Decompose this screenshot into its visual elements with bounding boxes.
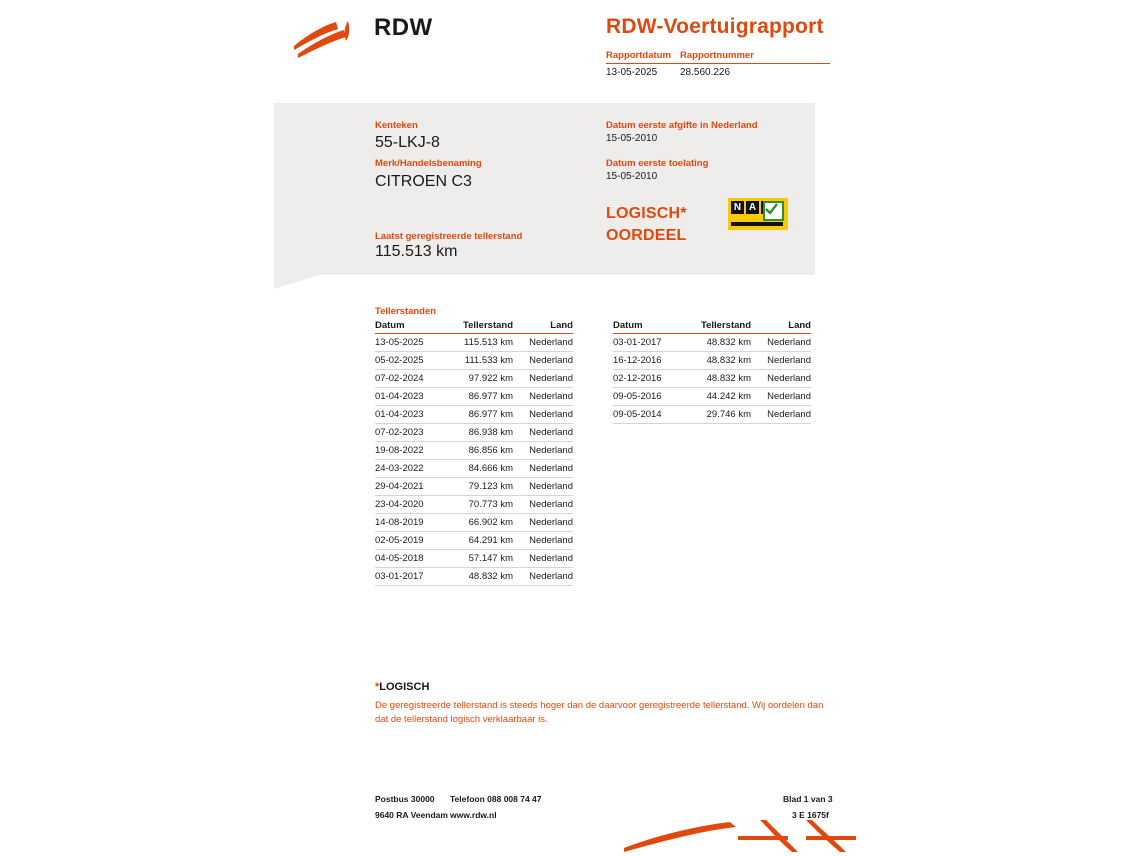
check-icon <box>763 201 784 221</box>
cell-date: 01-04-2023 <box>375 406 451 424</box>
cell-country: Nederland <box>513 388 573 406</box>
cell-country: Nederland <box>751 370 811 388</box>
cell-date: 07-02-2024 <box>375 370 451 388</box>
cell-odometer: 111.533 km <box>451 352 513 370</box>
table-row <box>375 478 573 496</box>
cell-country: Nederland <box>513 532 573 550</box>
footnote-title <box>375 681 429 693</box>
cell-odometer: 86.977 km <box>451 388 513 406</box>
odometer-table-right <box>613 320 811 424</box>
column-header-country: Land <box>751 320 811 334</box>
table-row <box>613 334 811 352</box>
footer-watermark-logo-icon <box>620 818 870 856</box>
column-header-odometer: Tellerstand <box>689 320 751 334</box>
first-admission-label: Datum eerste toelating <box>606 158 709 169</box>
table-row <box>375 370 573 388</box>
cell-date: 23-04-2020 <box>375 496 451 514</box>
nap-letter-a: A <box>746 201 759 214</box>
table-row <box>375 352 573 370</box>
footnote-title-text: LOGISCH <box>379 681 430 693</box>
table-row <box>375 442 573 460</box>
cell-date: 09-05-2016 <box>613 388 689 406</box>
cell-date: 01-04-2023 <box>375 388 451 406</box>
table-row <box>613 370 811 388</box>
cell-odometer: 57.147 km <box>451 550 513 568</box>
table-row <box>375 532 573 550</box>
table-row <box>375 514 573 532</box>
brand-name: RDW <box>374 14 433 41</box>
cell-date: 14-08-2019 <box>375 514 451 532</box>
cell-country: Nederland <box>751 406 811 424</box>
plate-label: Kenteken <box>375 120 418 131</box>
cell-country: Nederland <box>513 550 573 568</box>
judgement-line-1: LOGISCH* <box>606 205 687 222</box>
column-header-date: Datum <box>375 320 451 334</box>
nap-letter-n: N <box>731 201 744 214</box>
judgement-line-2: OORDEEL <box>606 227 687 244</box>
table-row <box>375 550 573 568</box>
cell-date: 16-12-2016 <box>613 352 689 370</box>
footer-po-box: Postbus 30000 <box>375 794 435 804</box>
odometer-table-title: Tellerstanden <box>375 306 437 317</box>
report-number-value: 28.560.226 <box>680 67 731 78</box>
cell-date: 04-05-2018 <box>375 550 451 568</box>
table-row <box>613 352 811 370</box>
cell-odometer: 29.746 km <box>689 406 751 424</box>
nap-bar-decoration <box>731 222 783 226</box>
cell-odometer: 66.902 km <box>451 514 513 532</box>
cell-country: Nederland <box>513 442 573 460</box>
cell-date: 24-03-2022 <box>375 460 451 478</box>
cell-date: 02-05-2019 <box>375 532 451 550</box>
cell-odometer: 64.291 km <box>451 532 513 550</box>
table-header-row <box>375 320 573 334</box>
report-meta <box>606 50 906 78</box>
cell-date: 29-04-2021 <box>375 478 451 496</box>
document-header <box>0 0 1141 90</box>
make-value: CITROEN C3 <box>375 173 472 190</box>
cell-date: 19-08-2022 <box>375 442 451 460</box>
column-header-odometer: Tellerstand <box>451 320 513 334</box>
cell-odometer: 48.832 km <box>451 568 513 586</box>
footnote-body: De geregistreerde tellerstand is steeds hoger dan de daarvoor geregistreerde tellerstand. Wij oordelen dan dat de tellerstand logisch verklaarbaar is. <box>375 700 824 725</box>
cell-country: Nederland <box>513 496 573 514</box>
table-row <box>375 568 573 586</box>
nap-badge-icon <box>728 198 788 230</box>
first-issue-label: Datum eerste afgifte in Nederland <box>606 120 758 131</box>
page-title: RDW-Voertuigrapport <box>606 15 824 38</box>
cell-odometer: 44.242 km <box>689 388 751 406</box>
cell-country: Nederland <box>513 478 573 496</box>
table-header-row <box>613 320 811 334</box>
cell-country: Nederland <box>751 352 811 370</box>
report-number-label: Rapportnummer <box>680 50 830 64</box>
table-row <box>375 424 573 442</box>
cell-country: Nederland <box>751 334 811 352</box>
last-odometer-value: 115.513 km <box>375 243 458 260</box>
cell-odometer: 48.832 km <box>689 352 751 370</box>
footnote-asterisk: * <box>375 681 380 693</box>
cell-odometer: 86.977 km <box>451 406 513 424</box>
plate-value: 55-LKJ-8 <box>375 134 440 151</box>
cell-country: Nederland <box>513 568 573 586</box>
cell-country: Nederland <box>513 514 573 532</box>
footer-city: 9640 RA Veendam <box>375 810 448 820</box>
last-odometer-label: Laatst geregistreerde tellerstand <box>375 231 523 242</box>
table-row <box>375 406 573 424</box>
footer-phone: Telefoon 088 008 74 47 <box>450 794 542 804</box>
odometer-right-body <box>613 334 811 424</box>
cell-date: 07-02-2023 <box>375 424 451 442</box>
first-issue-value: 15-05-2010 <box>606 133 658 144</box>
cell-odometer: 115.513 km <box>451 334 513 352</box>
cell-odometer: 86.856 km <box>451 442 513 460</box>
report-date-value: 13-05-2025 <box>606 67 658 78</box>
cell-country: Nederland <box>513 370 573 388</box>
rdw-logo-icon <box>292 20 364 62</box>
footer-page-number: Blad 1 van 3 <box>783 794 833 804</box>
cell-date: 05-02-2025 <box>375 352 451 370</box>
cell-country: Nederland <box>513 424 573 442</box>
cell-date: 02-12-2016 <box>613 370 689 388</box>
odometer-left-body <box>375 334 573 586</box>
judgement-text <box>606 203 687 247</box>
cell-date: 03-01-2017 <box>613 334 689 352</box>
footer-website[interactable]: www.rdw.nl <box>450 810 497 820</box>
report-date-block <box>606 50 680 78</box>
cell-country: Nederland <box>513 460 573 478</box>
cell-odometer: 48.832 km <box>689 370 751 388</box>
cell-date: 13-05-2025 <box>375 334 451 352</box>
cell-country: Nederland <box>513 406 573 424</box>
cell-odometer: 79.123 km <box>451 478 513 496</box>
table-row <box>375 388 573 406</box>
cell-country: Nederland <box>751 388 811 406</box>
table-row <box>375 460 573 478</box>
table-row <box>375 334 573 352</box>
cell-country: Nederland <box>513 352 573 370</box>
cell-odometer: 86.938 km <box>451 424 513 442</box>
column-header-country: Land <box>513 320 573 334</box>
table-row <box>375 496 573 514</box>
table-row <box>613 388 811 406</box>
first-admission-value: 15-05-2010 <box>606 171 658 182</box>
report-date-label: Rapportdatum <box>606 50 680 64</box>
table-row <box>613 406 811 424</box>
make-label: Merk/Handelsbenaming <box>375 158 482 169</box>
column-header-date: Datum <box>613 320 689 334</box>
footer-form-code: 3 E 1675f <box>792 810 829 820</box>
cell-odometer: 84.666 km <box>451 460 513 478</box>
report-number-block <box>680 50 830 78</box>
cell-odometer: 97.922 km <box>451 370 513 388</box>
cell-odometer: 70.773 km <box>451 496 513 514</box>
cell-country: Nederland <box>513 334 573 352</box>
cell-date: 09-05-2014 <box>613 406 689 424</box>
cell-date: 03-01-2017 <box>375 568 451 586</box>
panel-notch-decoration <box>274 275 319 289</box>
odometer-table-left <box>375 320 573 586</box>
cell-odometer: 48.832 km <box>689 334 751 352</box>
